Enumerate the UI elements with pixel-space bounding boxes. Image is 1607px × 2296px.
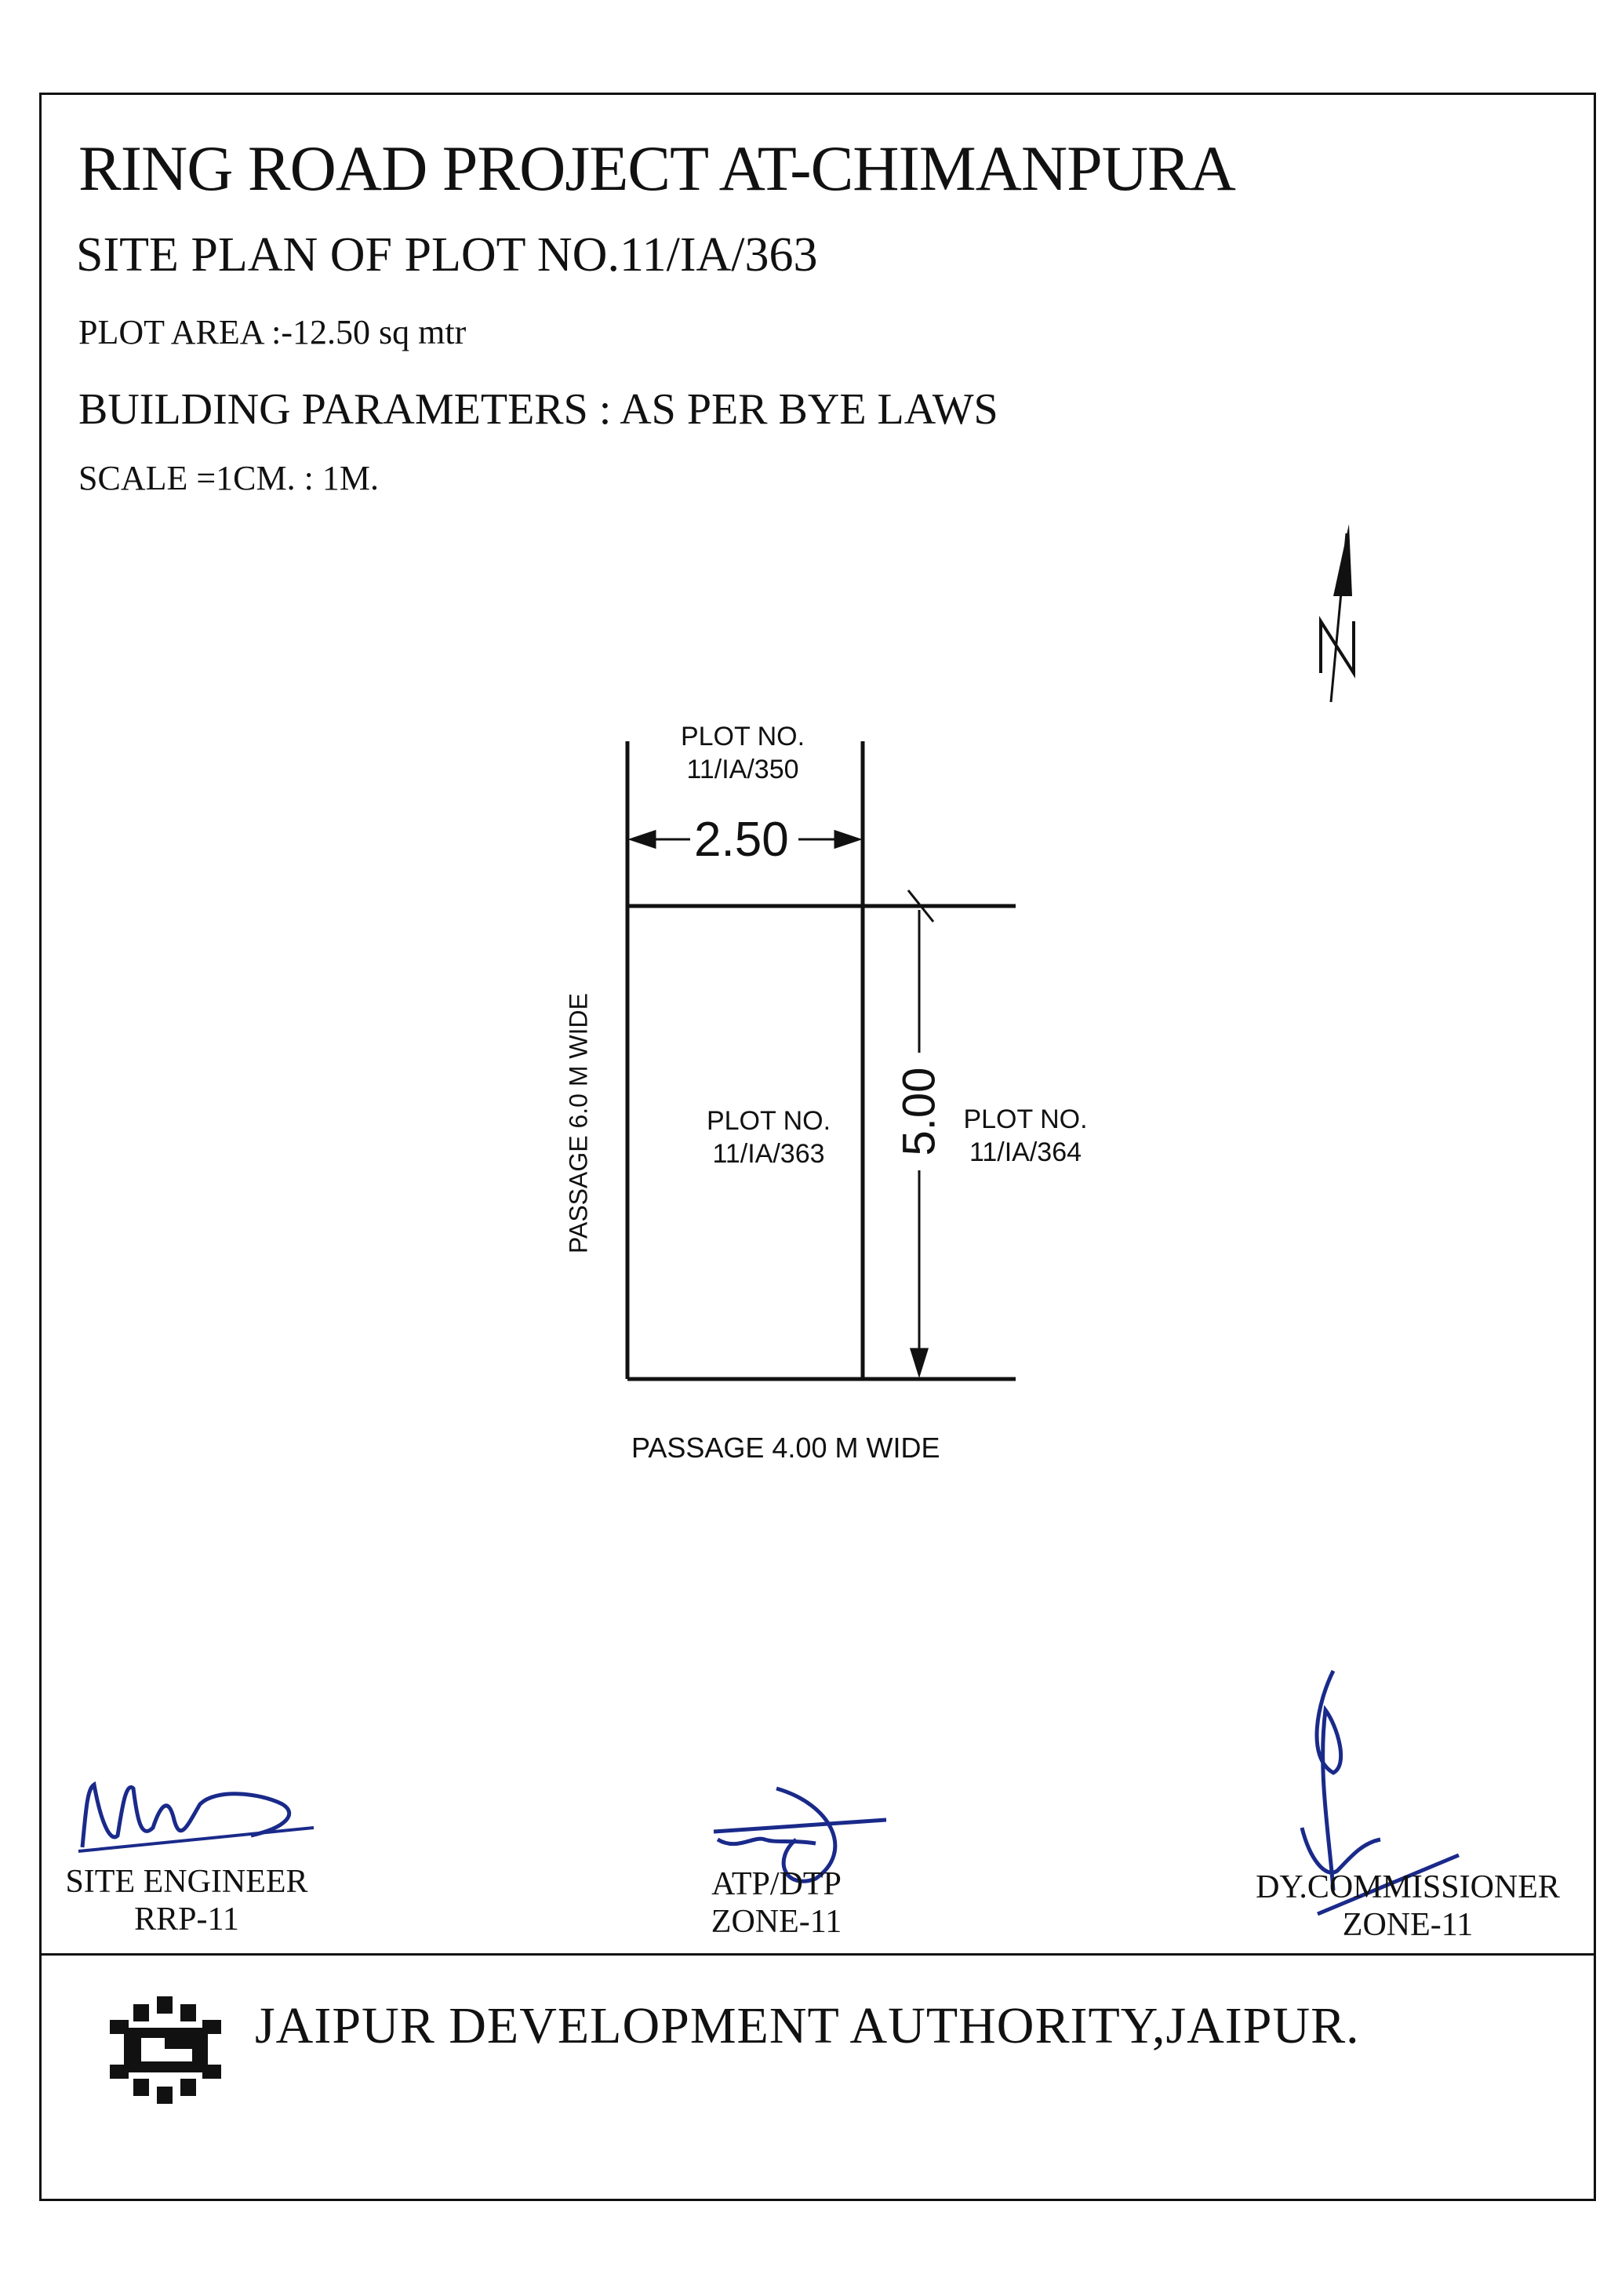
north-plot-line1: PLOT NO. xyxy=(680,722,805,751)
dy-commissioner-block xyxy=(1247,1868,1569,1944)
north-plot-line2: 11/IA/350 xyxy=(686,755,799,784)
atp-block xyxy=(690,1865,863,1941)
project-title: RING ROAD PROJECT AT-CHIMANPURA xyxy=(78,133,1235,204)
subject-plot-label xyxy=(690,1104,847,1170)
site-engineer-signature xyxy=(78,1785,314,1851)
site-engineer-block xyxy=(61,1863,312,1938)
east-plot-label xyxy=(945,1103,1106,1169)
depth-dimension-label: 5.00 xyxy=(893,1067,945,1156)
dy-commissioner-subtitle: ZONE-11 xyxy=(1342,1907,1474,1943)
subject-plot-line2: 11/IA/363 xyxy=(712,1139,825,1169)
west-passage-label: PASSAGE 6.0 M WIDE xyxy=(564,993,593,1254)
south-passage-label: PASSAGE 4.00 M WIDE xyxy=(631,1432,940,1464)
scale-note: SCALE =1CM. : 1M. xyxy=(78,459,379,497)
atp-subtitle: ZONE-11 xyxy=(711,1904,842,1940)
dy-commissioner-title: DY.COMMISSIONER xyxy=(1256,1869,1560,1905)
site-plan-title: SITE PLAN OF PLOT NO.11/IA/363 xyxy=(76,228,818,282)
north-plot-label xyxy=(668,720,817,786)
atp-title: ATP/DTP xyxy=(711,1866,842,1902)
east-plot-line2: 11/IA/364 xyxy=(969,1137,1082,1167)
footer-divider xyxy=(39,1953,1596,1956)
plot-outline xyxy=(627,741,1016,1379)
north-arrow-icon xyxy=(1321,524,1354,702)
site-engineer-title: SITE ENGINEER xyxy=(65,1864,308,1900)
building-parameters: BUILDING PARAMETERS : AS PER BYE LAWS xyxy=(78,385,998,434)
authority-name: JAIPUR DEVELOPMENT AUTHORITY,JAIPUR. xyxy=(255,1997,1360,2054)
width-dimension-label: 2.50 xyxy=(694,813,789,867)
east-plot-line1: PLOT NO. xyxy=(963,1104,1088,1134)
jda-logo-icon xyxy=(110,1996,221,2104)
site-engineer-subtitle: RRP-11 xyxy=(134,1901,239,1938)
subject-plot-line1: PLOT NO. xyxy=(706,1106,831,1136)
plot-area: PLOT AREA :-12.50 sq mtr xyxy=(78,313,467,351)
